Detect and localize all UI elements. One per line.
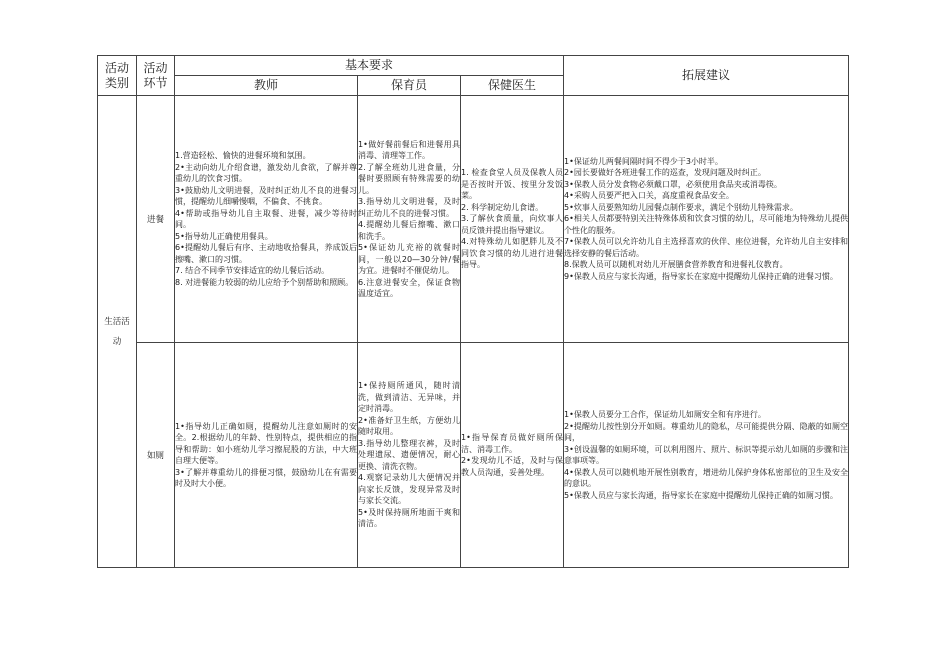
caregiver-cell: 1•保持厕所通风，随时清洗，做到清洁、无异味，并定时消毒。 2•准备好卫生纸，方便幼儿随时取用。 3.指导幼儿整理衣裤，及时处理遗尿、遗便情况，耐心更换、清洗衣物。 4.观察记录幼儿大便情况并向家长反馈，发现异常及时与家长交流。 5•及时保持厕所地面干爽和清洁。 <box>358 343 461 568</box>
header-activity-category: 活动 类别 <box>98 56 137 96</box>
category-cell: 生活活 动 <box>98 96 137 568</box>
header-caregiver: 保育员 <box>358 76 461 96</box>
caregiver-cell: 1•做好餐前餐后和进餐用具消毒、清理等工作。 2.了解全班幼儿进食量，分餐时要照顾有特殊需要的幼儿。 3.指导幼儿文明进餐，及时纠正幼儿不良的进餐习惯。 4.提醒幼儿餐后擦嘴、漱口和洗手。 5•保证幼儿充裕的就餐时间，一般以20—30分钟/餐为宜。进餐时不催促幼儿。 6.注意进餐安全，保证食物温度适宜。 <box>358 96 461 343</box>
header-teacher: 教师 <box>175 76 358 96</box>
suggestions-cell: 1•保证幼儿两餐间隔时间不得少于3小时半。 2•园长要做好各班进餐工作的巡查，发现问题及时纠正。 3•保教人员分发食物必须戴口罩，必须使用食品夹或消毒筷。 4•采购人员要严把入口关，高度重视食品安全。 5•炊事人员要熟知幼儿园餐点制作要求，满足个别幼儿特殊需求。 6•相关人员都要特别关注特殊体质和饮食习惯的幼儿，尽可能地为特殊幼儿提供个性化的服务。 7•保教人员可以允许幼儿自主选择喜欢的伙伴、座位进餐，允许幼儿自主安排和选择安静的餐后活动。 8.保教人员可以随机对幼儿开展膳食营养教育和进餐礼仪教育。 9•保教人员应与家长沟通，指导家长在家庭中提醒幼儿保持正确的进餐习惯。 <box>564 96 849 343</box>
header-health-doctor: 保健医生 <box>461 76 564 96</box>
stage-cell: 如厕 <box>137 343 175 568</box>
table-row <box>98 96 849 343</box>
header-basic-requirements: 基本要求 <box>175 56 564 76</box>
doctor-cell: 1. 检查食堂人员及保教人员是否按时开饭、按里分发饭菜。 2. 科学制定幼儿食谱。 3.了解伙食质量，向炊事人员反馈并提出指导建议。 4.对特殊幼儿如肥胖儿及不同饮食习惯的幼儿进行进餐指导。 <box>461 96 564 343</box>
stage-cell: 进餐 <box>137 96 175 343</box>
teacher-cell: 1.营造轻松、愉快的进餐环境和氛围。 2•主动向幼儿介绍食谱，激发幼儿食欲，了解并尊重幼儿的饮食习惯。 3•鼓励幼儿文明进餐，及时纠正幼儿不良的进餐习惯，提醒幼儿细嚼慢咽，不偏食、不挑食。 4•帮助或指导幼儿自主取餐、进餐，减少等待时间。 5•指导幼儿正确使用餐具。 6•提醒幼儿餐后有序、主动地收拾餐具，养成饭后擦嘴、漱口的习惯。 7. 结合不同季节安排适宜的幼儿餐后活动。 8. 对进餐能力较弱的幼儿应给予个别帮助和照顾。 <box>175 96 358 343</box>
header-suggestions: 拓展建议 <box>564 56 849 96</box>
requirements-table <box>97 55 849 568</box>
suggestions-cell: 1•保教人员要分工合作，保证幼儿如厕安全和有序进行。 2•提醒幼儿按性别分开如厕。尊重幼儿的隐私，尽可能提供分隔、隐蔽的如厕空间， 3•创设温馨的如厕环境，可以利用图片、照片、标识等提示幼儿如厕的步骤和注意事项等。 4•保教人员可以随机地开展性别教育，增进幼儿保护身体私密部位的卫生及安全的意识。 5•保教人员应与家长沟通，指导家长在家庭中提醒幼儿保持正确的如厕习惯。 <box>564 343 849 568</box>
header-activity-stage: 活动 环节 <box>137 56 175 96</box>
doctor-cell: 1•指导保育员做好厕所保洁、消毒工作。 2•发现幼儿不适，及时与保教人员沟通，妥善处理。 <box>461 343 564 568</box>
table-row <box>98 343 849 568</box>
teacher-cell: 1•指导幼儿正确如厕，提醒幼儿注意如厕时的安全。2.根据幼儿的年龄、性别特点，提供相应的指导和帮助：如小班幼儿学习擦屁股的方法，中大班自理大便等。 3•了解并尊重幼儿的排便习惯，鼓励幼儿在有需要时及时大小便。 <box>175 343 358 568</box>
